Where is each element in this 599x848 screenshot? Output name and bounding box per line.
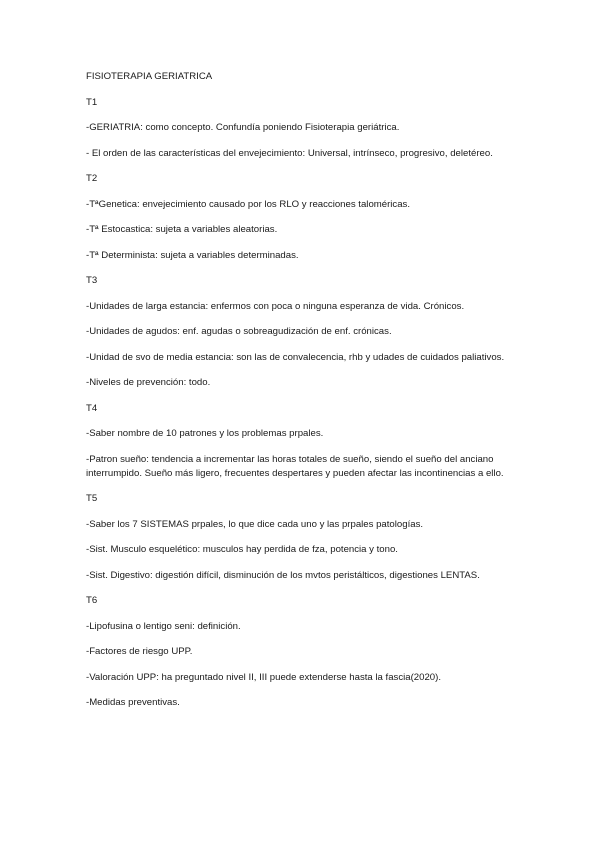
section-t5-item-1: -Saber los 7 SISTEMAS prpales, lo que dice cada uno y las prpales patologías.	[86, 518, 424, 530]
section-t3-item-4: -Niveles de prevención: todo.	[86, 377, 211, 388]
section-heading-t5: T5	[86, 493, 98, 504]
section-t3-item-2: -Unidades de agudos: enf. agudas o sobreagudización de enf. crónicas.	[86, 326, 392, 337]
section-t6-item-2: -Factores de riesgo UPP.	[86, 646, 193, 657]
section-t6-item-3: -Valoración UPP: ha preguntado nivel II, III puede extenderse hasta la fascia(2020).	[86, 671, 442, 683]
section-t3-item-1: -Unidades de larga estancia: enfermos con poca o ninguna esperanza de vida. Crónicos.	[86, 300, 465, 312]
section-t2-item-3: -Tª Determinista: sujeta a variables determinadas.	[86, 249, 299, 261]
section-t2-item-1: -TªGenetica: envejecimiento causado por los RLO y reacciones taloméricas.	[86, 198, 411, 210]
section-t4-item-2: -Patron sueño: tendencia a incrementar las horas totales de sueño, siendo el sueño del anciano interrumpido. Sueño más ligero, frecuentes despertares y pueden afectar las incontinencias a ello.	[86, 453, 504, 479]
document-title: FISIOTERAPIA GERIATRICA	[86, 71, 213, 82]
section-heading-t4: T4	[86, 402, 98, 414]
section-t6-item-1: -Lipofusina o lentigo seni: definición.	[86, 620, 241, 632]
section-t6-item-4: -Medidas preventivas.	[86, 697, 180, 708]
section-t1-item-1: -GERIATRIA: como concepto. Confundía poniendo Fisioterapia geriátrica.	[86, 122, 400, 133]
section-t1-item-2: - El orden de las características del envejecimiento: Universal, intrínseco, progresivo, deletéreo.	[86, 147, 493, 159]
document-content	[86, 70, 516, 722]
section-heading-t3: T3	[86, 275, 98, 286]
section-t3-item-3: -Unidad de svo de media estancia: son las de convalecencia, rhb y udades de cuidados paliativos.	[86, 351, 505, 363]
section-t4-item-1: -Saber nombre de 10 patrones y los problemas prpales.	[86, 428, 324, 439]
section-heading-t6: T6	[86, 595, 98, 606]
section-t5-item-2: -Sist. Musculo esquelético: musculos hay perdida de fza, potencia y tono.	[86, 544, 398, 555]
section-heading-t2: T2	[86, 173, 98, 184]
section-t2-item-2: -Tª Estocastica: sujeta a variables aleatorias.	[86, 224, 278, 235]
section-heading-t1: T1	[86, 96, 98, 108]
section-t5-item-3: -Sist. Digestivo: digestión difícil, disminución de los mvtos peristálticos, digestiones LENTAS.	[86, 569, 480, 581]
